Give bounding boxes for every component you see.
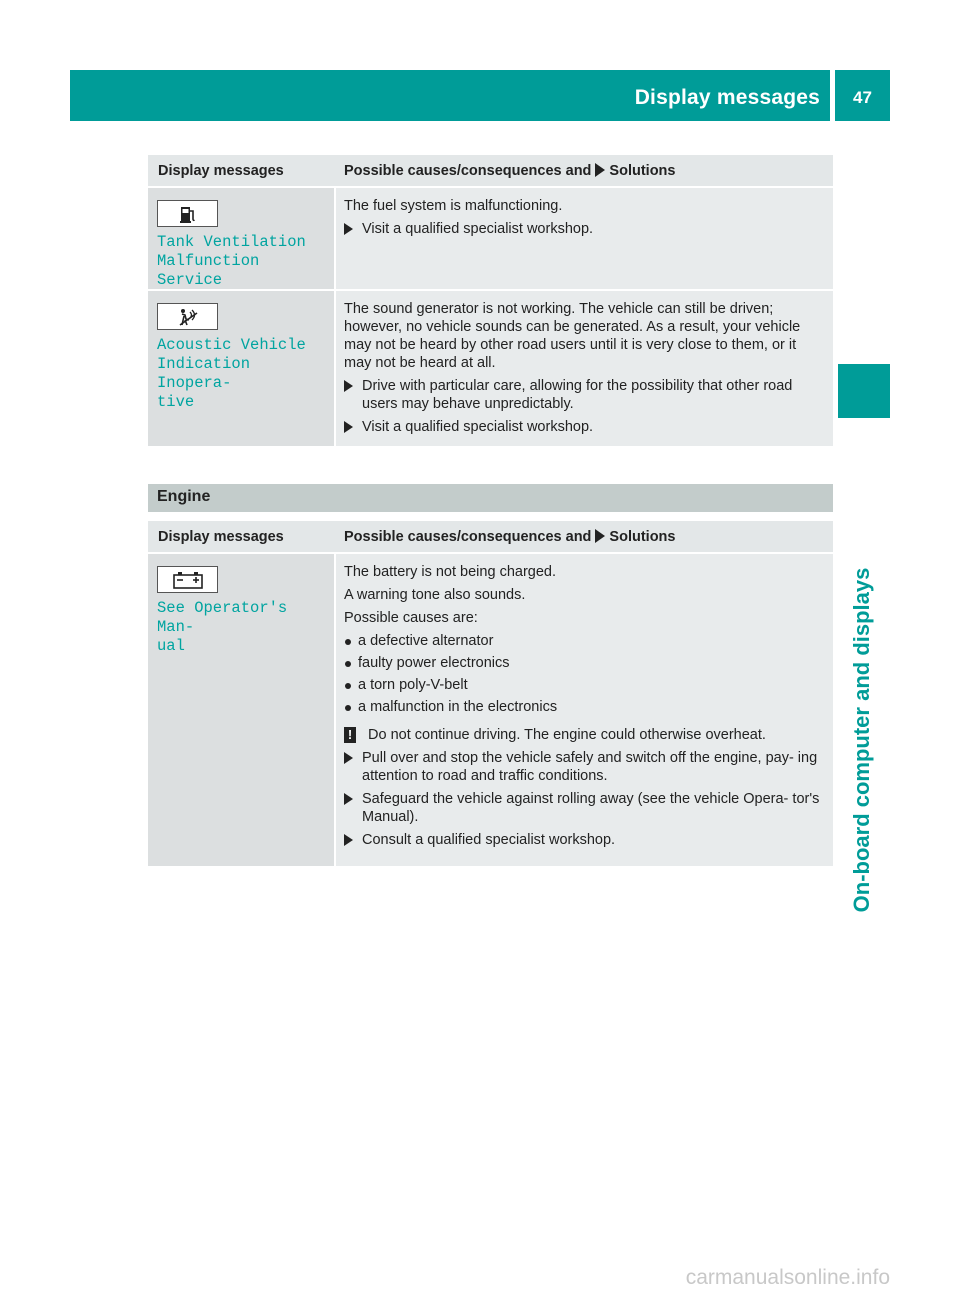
bullet-icon	[345, 683, 351, 689]
solution-cell	[336, 554, 833, 866]
solution-step-text: Visit a qualified specialist workshop.	[362, 221, 594, 237]
table-header	[148, 155, 833, 186]
list-item-text: faulty power electronics	[358, 655, 510, 671]
cause-text: Possible causes are:	[344, 610, 478, 626]
arrow-icon	[344, 793, 353, 805]
section-title: Engine	[157, 488, 211, 505]
side-tab-label: On-board computer and displays	[849, 567, 874, 913]
solution-step	[344, 220, 825, 238]
display-messages-table	[148, 155, 833, 446]
list-item	[344, 632, 825, 650]
message-cell	[148, 291, 334, 446]
list-item	[344, 654, 825, 672]
column-header-causes-label: Possible causes/consequences and	[344, 528, 592, 545]
column-header-messages: Display messages	[158, 528, 284, 545]
arrow-icon	[344, 421, 353, 433]
list-item-text: a torn poly-V-belt	[358, 677, 468, 693]
column-header-solutions-label: Solutions	[609, 528, 676, 545]
column-header-causes-label: Possible causes/consequences and	[344, 162, 592, 179]
arrow-icon	[344, 223, 353, 235]
display-message-text: Acoustic Vehicle Indication Inopera‐ tive	[157, 336, 306, 411]
warning-text: Do not continue driving. The engine could otherwise overheat.	[368, 727, 766, 743]
list-item	[344, 676, 825, 694]
play-icon	[595, 163, 605, 177]
solution-cell	[336, 291, 833, 446]
battery-icon	[157, 566, 218, 593]
page-title: Display messages	[634, 86, 820, 109]
cause-text: The battery is not being charged.	[344, 564, 556, 580]
solution-step-text: Consult a qualified specialist workshop.	[362, 832, 616, 848]
list-item-text: a malfunction in the electronics	[358, 699, 558, 715]
cause-text: The sound generator is not working. The vehicle can still be driven; however, no vehicle sounds can be generated. As a result, your vehicle may not be heard by other road users until it is very close to them, or it may not be heard at all.	[344, 301, 801, 371]
solution-step	[344, 418, 825, 436]
table-row	[148, 291, 833, 446]
bullet-icon	[345, 639, 351, 645]
cause-text: A warning tone also sounds.	[344, 587, 526, 603]
table-row	[148, 188, 833, 289]
display-message-text: Tank Ventilation Malfunction Service	[157, 233, 306, 289]
display-message-text: See Operator's Man‐ ual	[157, 599, 288, 655]
arrow-icon	[344, 380, 353, 392]
column-header-causes	[336, 529, 675, 545]
solution-step-text: Pull over and stop the vehicle safely and switch off the engine, pay‐ ing attention to road and traffic conditions.	[362, 750, 818, 784]
watermark: carmanualsonline.info	[685, 1266, 890, 1289]
column-header-solutions-label: Solutions	[609, 162, 676, 179]
page-number: 47	[853, 88, 872, 107]
list-item-text: a defective alternator	[358, 633, 494, 649]
arrow-icon	[344, 752, 353, 764]
fuel-tank-icon	[157, 200, 218, 227]
message-cell	[148, 188, 334, 289]
solution-step	[344, 790, 825, 826]
bullet-icon	[345, 661, 351, 667]
solution-step	[344, 377, 825, 413]
side-tab-marker	[838, 364, 890, 418]
warning-icon: !	[344, 727, 356, 743]
cause-text: The fuel system is malfunctioning.	[344, 198, 563, 214]
list-item	[344, 698, 825, 716]
solution-step-text: Drive with particular care, allowing for the possibility that other road users may behave unpredictably.	[362, 378, 793, 412]
column-header-messages: Display messages	[158, 162, 284, 179]
solution-step-text: Safeguard the vehicle against rolling away (see the vehicle Opera‐ tor's Manual).	[362, 791, 820, 825]
play-icon	[595, 529, 605, 543]
solution-step-text: Visit a qualified specialist workshop.	[362, 419, 594, 435]
table-header	[148, 521, 833, 552]
warning-note	[344, 726, 825, 744]
pedestrian-sound-off-icon	[157, 303, 218, 330]
section-bar	[148, 484, 833, 512]
arrow-icon	[344, 834, 353, 846]
solution-step	[344, 831, 825, 849]
message-cell	[148, 554, 334, 866]
table-row	[148, 554, 833, 866]
solution-step	[344, 749, 825, 785]
column-header-causes	[336, 163, 675, 179]
bullet-icon	[345, 705, 351, 711]
solution-cell	[336, 188, 833, 289]
engine-messages-table	[148, 521, 833, 866]
